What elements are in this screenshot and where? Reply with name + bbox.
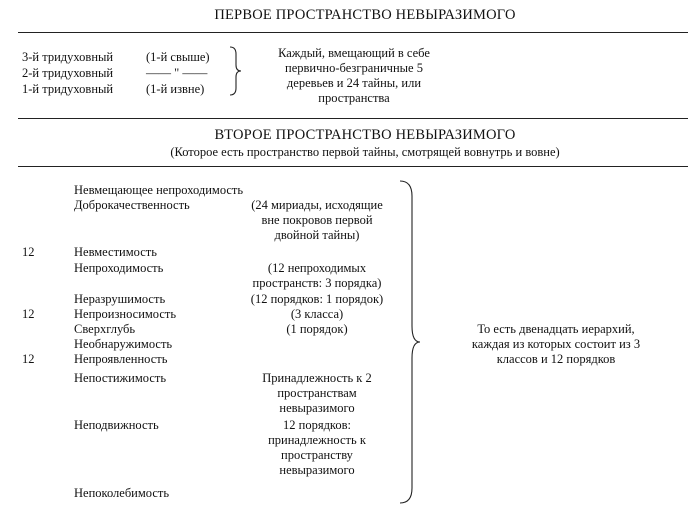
section2-title-underline	[18, 166, 688, 167]
hierarchy-name: Необнаружимость	[74, 337, 173, 351]
hierarchy-name: Доброкачественность	[74, 198, 190, 212]
note-line: (12 порядков: 1 порядок)	[250, 292, 384, 306]
note-line: пространств: 3 порядка)	[252, 276, 382, 290]
hierarchy-name: Непроизносимость	[74, 307, 177, 321]
section2-title: ВТОРОЕ ПРОСТРАНСТВО НЕВЫРАЗИМОГО	[214, 127, 516, 143]
section1-title-underline	[18, 32, 688, 33]
summary-line: каждая из которых состоит из 3	[471, 337, 641, 351]
section1-row	[22, 82, 113, 97]
description-line: деревьев и 24 тайны, или	[286, 76, 422, 90]
section-divider	[18, 118, 688, 119]
note-line: пространствам	[277, 386, 357, 400]
section1-row	[22, 66, 113, 81]
group-number: 12	[22, 307, 35, 321]
tridukh-name: 3-й тридуховный	[22, 50, 114, 64]
description-line: первично-безграничные 5	[285, 61, 423, 75]
group-number: 12	[22, 352, 35, 366]
section1-row-note: —— " ——	[146, 66, 208, 80]
section1-description	[258, 46, 450, 106]
section1-title: ПЕРВОЕ ПРОСТРАНСТВО НЕВЫРАЗИМОГО	[214, 7, 516, 23]
note-line: (12 непроходимых	[267, 261, 367, 275]
hierarchy-note	[232, 307, 402, 322]
hierarchy-note	[232, 198, 402, 243]
hierarchy-name: Непроявленность	[74, 352, 168, 366]
group-number: 12	[22, 245, 35, 259]
section1-row-note: (1-й извне)	[146, 82, 205, 96]
section2-brace	[398, 180, 422, 504]
hierarchy-name: Невместимость	[74, 245, 157, 259]
description-line: пространства	[318, 91, 390, 105]
summary-line: классов и 12 порядков	[496, 352, 616, 366]
note-line: (1 порядок)	[286, 322, 348, 336]
hierarchy-note	[232, 371, 402, 416]
description-line: Каждый, вмещающий в себе	[278, 46, 430, 60]
tridukh-name: 1-й тридуховный	[22, 82, 114, 96]
section1-row-note: (1-й свыше)	[146, 50, 210, 64]
summary-line: То есть двенадцать иерархий,	[477, 322, 635, 336]
section1-brace	[228, 46, 242, 96]
section1-row	[22, 50, 113, 65]
hierarchy-note	[232, 292, 402, 307]
note-line: 12 порядков:	[283, 418, 351, 432]
note-line: (3 класса)	[290, 307, 344, 321]
hierarchy-name: Невмещающее непроходимость	[74, 183, 244, 197]
hierarchy-name: Неподвижность	[74, 418, 159, 432]
hierarchy-note	[232, 261, 402, 291]
hierarchy-note	[232, 322, 402, 337]
note-line: двойной тайны)	[274, 228, 360, 242]
note-line: принадлежность к	[268, 433, 366, 447]
hierarchy-name: Непоколебимость	[74, 486, 170, 500]
hierarchy-name: Сверхглубь	[74, 322, 136, 336]
note-line: вне покровов первой	[261, 213, 373, 227]
note-line: пространству	[281, 448, 353, 462]
hierarchy-name: Непостижимость	[74, 371, 167, 385]
tridukh-name: 2-й тридуховный	[22, 66, 114, 80]
note-line: Принадлежность к 2	[262, 371, 372, 385]
hierarchy-name: Неразрушимость	[74, 292, 166, 306]
note-line: невыразимого	[279, 401, 355, 415]
section2-summary	[440, 322, 672, 367]
hierarchy-note	[232, 418, 402, 478]
note-line: (24 мириады, исходящие	[251, 198, 383, 212]
hierarchy-name: Непроходимость	[74, 261, 164, 275]
section2-subtitle: (Которое есть пространство первой тайны, смотрящей вовнутрь и вовне)	[170, 145, 560, 159]
note-line: невыразимого	[279, 463, 355, 477]
